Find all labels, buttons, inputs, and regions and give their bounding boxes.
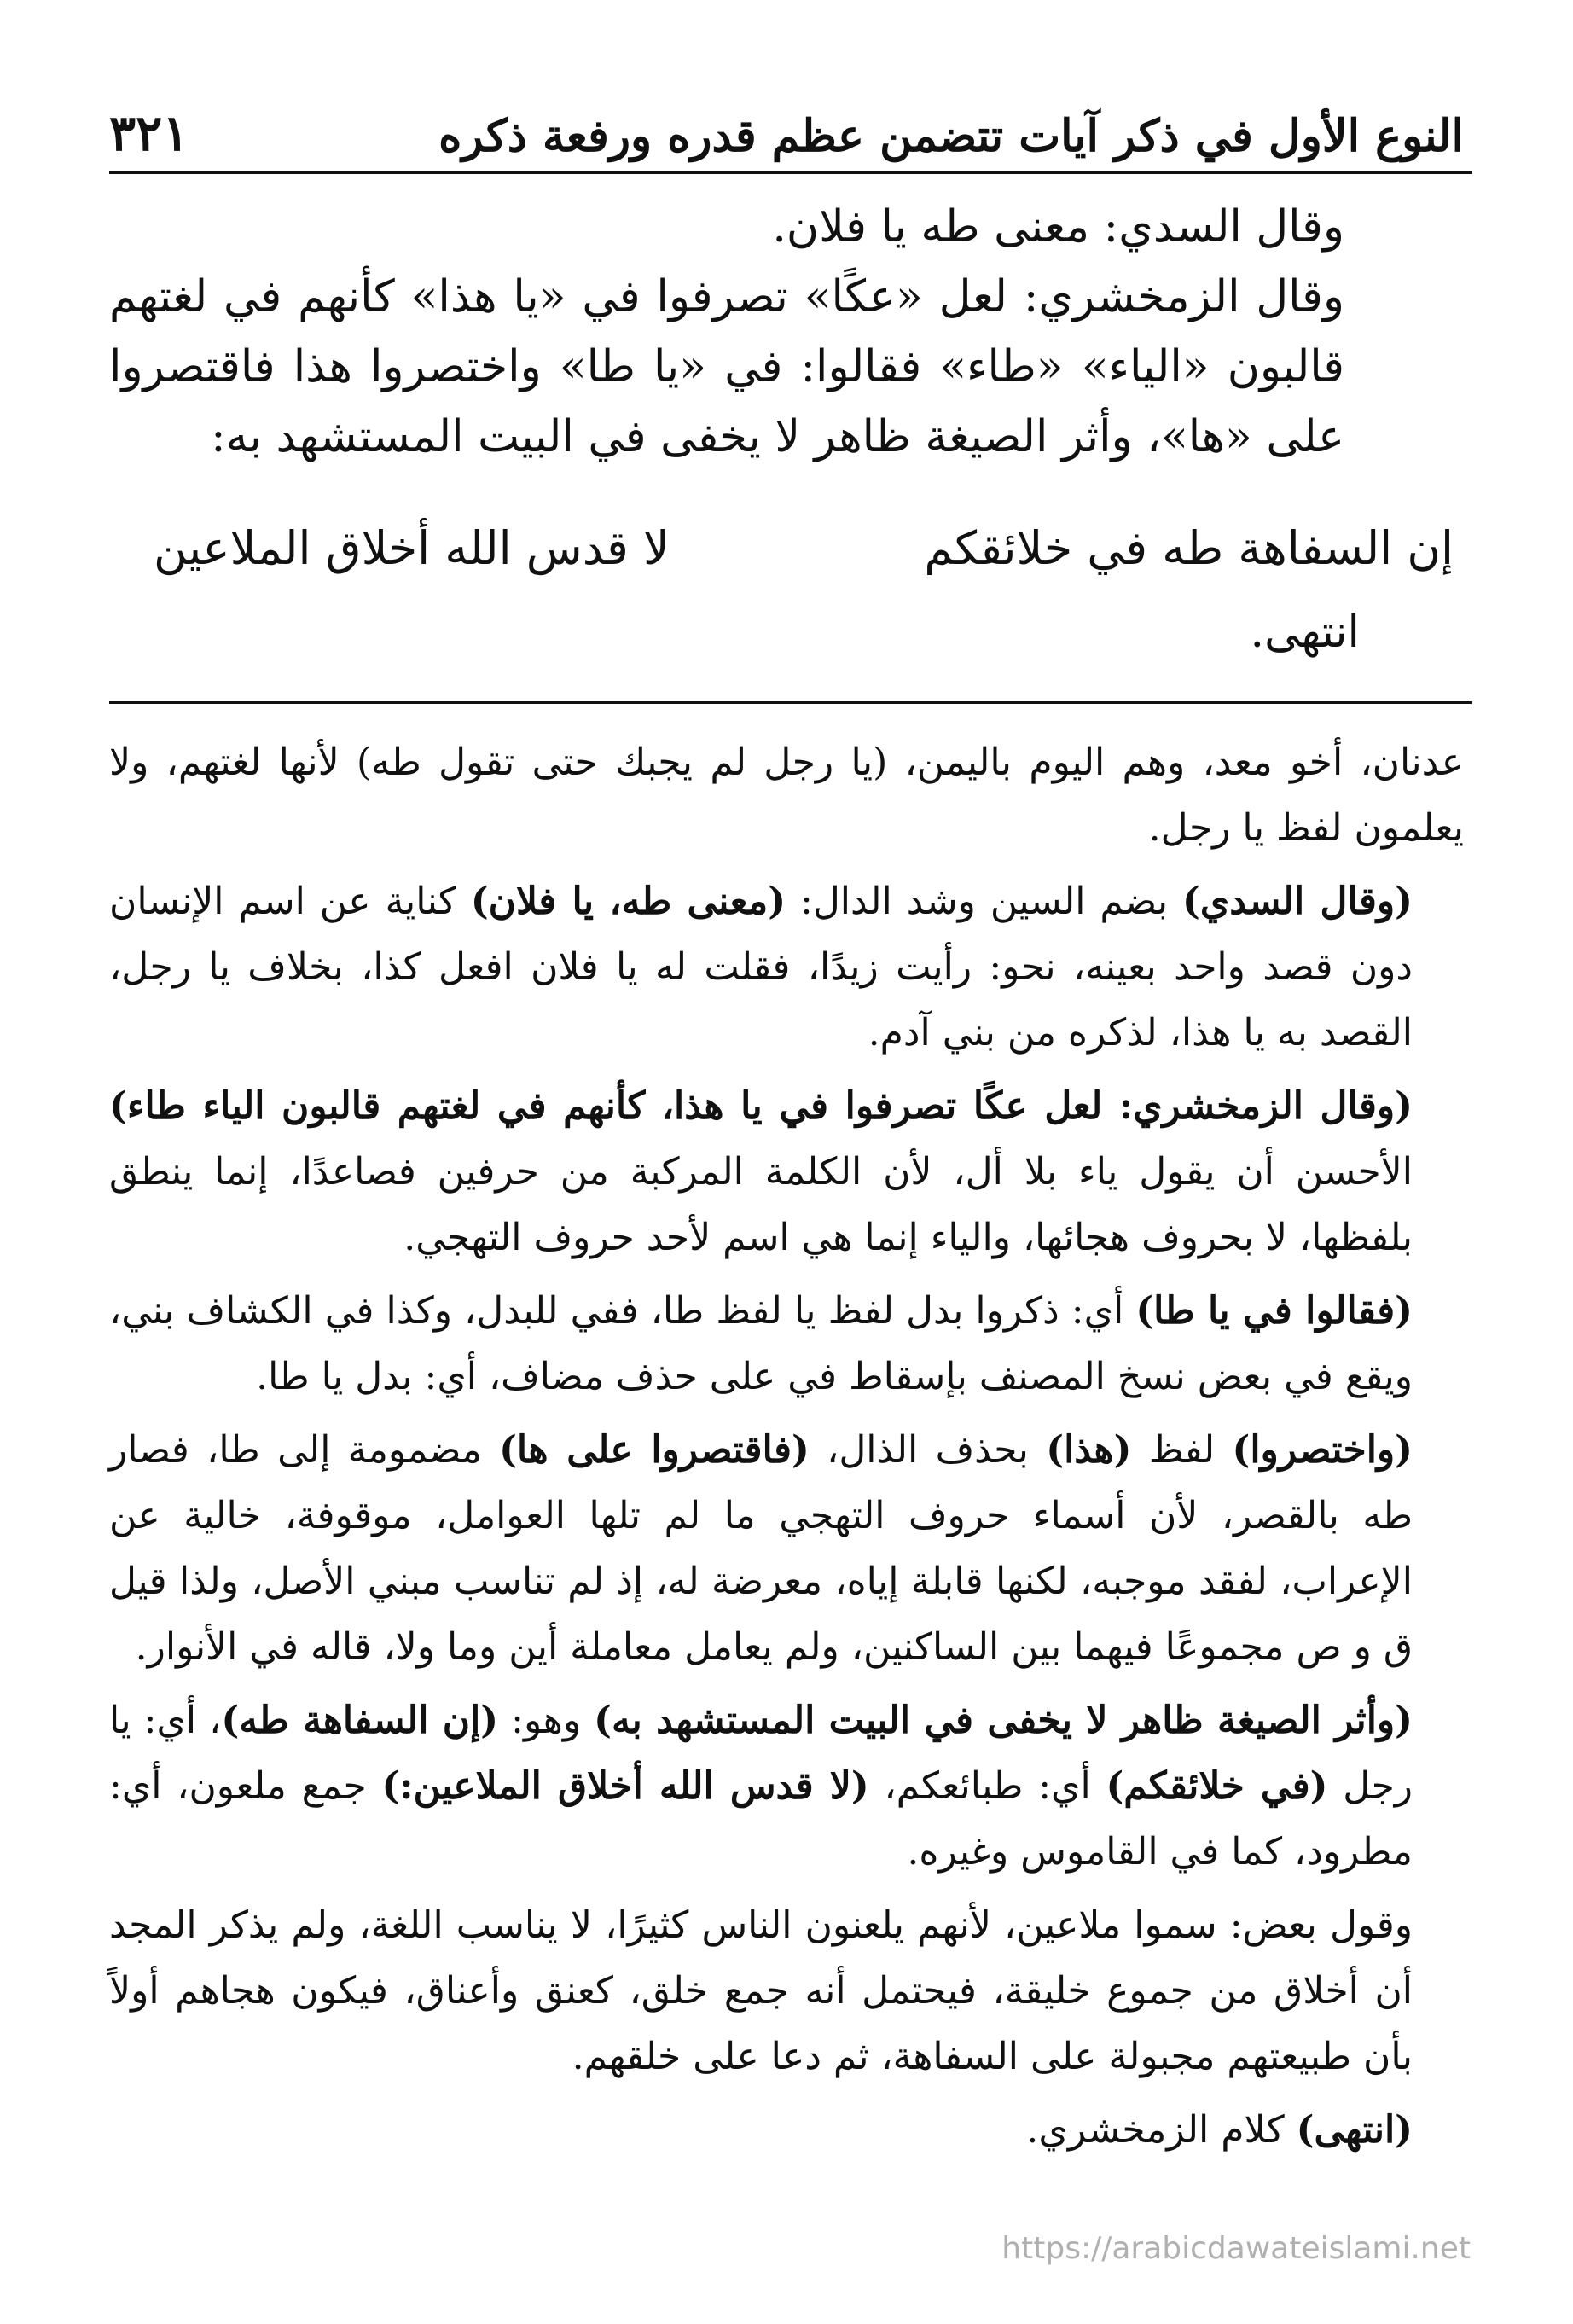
commentary-text: وهو: — [498, 1699, 595, 1742]
commentary-lemma: (هذا) — [1046, 1428, 1132, 1472]
commentary-paragraph-3 — [109, 1073, 1464, 1270]
commentary-text: الأحسن أن يقول ياء بلا أل، لأن الكلمة المركبة من حرفين فصاعدًا، إنما ينطق بلفظها، لا بحروف هجائها، والياء إنما هي اسم لأحد حروف التهجي. — [109, 1150, 1413, 1259]
commentary-paragraph-2 — [109, 869, 1464, 1066]
commentary-paragraph-4 — [109, 1278, 1464, 1409]
header-rule — [109, 171, 1472, 174]
commentary-text: جمع ملعون، أي: مطرود، كما في القاموس وغيره. — [109, 1764, 1413, 1874]
running-head: النوع الأول في ذكر آيات تتضمن عظم قدره ورفعة ذكره — [438, 110, 1464, 162]
commentary-paragraph-7: وقول بعض: سموا ملاعين، لأنهم يلعنون الناس كثيرًا، لا يناسب اللغة، ولم يذكر المجد أن أخلاق من جموع خليقة، فيحتمل أنه جمع خلق، كعنق وأعناق، فيكون هجاهم أولاً بأن طبيعتهم مجبولة على السفاهة، ثم دعا على خلقهم. — [109, 1903, 1413, 2078]
commentary-paragraph-5 — [109, 1417, 1464, 1680]
watermark-url: https://arabicdawateislami.net — [1001, 2231, 1471, 2266]
commentary-paragraph-6 — [109, 1688, 1464, 1885]
commentary-paragraph-1: عدنان، أخو معد، وهم اليوم باليمن، (يا رجل لم يجبك حتى تقول طه) لأنها لغتهم، ولا يعلمون لفظ يا رجل. — [109, 741, 1464, 850]
commentary-lemma: (وقال الزمخشري: لعل عكًا تصرفوا في يا هذا، كأنهم في لغتهم قالبون الياء طاء) — [109, 1084, 1413, 1128]
commentary-paragraph-8 — [109, 2097, 1464, 2163]
main-paragraph-2: وقال الزمخشري: لعل «عكًا» تصرفوا في «يا هذا» كأنهم في لغتهم قالبون «الياء» «طاء» فقالوا: في «يا طا» واختصروا هذا فاقتصروا على «ها»، وأثر الصيغة ظاهر لا يخفى في البيت المستشهد به: — [109, 271, 1344, 462]
commentary-text: لفظ — [1131, 1428, 1233, 1472]
commentary-lemma: (وأثر الصيغة ظاهر لا يخفى في البيت المستشهد به) — [594, 1699, 1413, 1742]
verse-first-hemistich: إن السفاهة طه في خلائقكم — [924, 521, 1454, 575]
commentary-lemma: (فاقتصروا على ها) — [499, 1428, 810, 1472]
main-paragraph-1: وقال السدي: معنى طه يا فلان. — [772, 201, 1344, 253]
commentary-text: كناية عن اسم الإنسان دون قصد واحد بعينه، نحو: رأيت زيدًا، فقلت له يا فلان افعل كذا، بخلاف يا رجل، القصد به يا هذا، لذكره من بني آدم. — [109, 880, 1413, 1055]
commentary-lemma: (لا قدس الله أخلاق الملاعين:) — [381, 1764, 869, 1808]
commentary-lemma: (إن السفاهة طه) — [221, 1699, 499, 1742]
page-number: ٣٢١ — [109, 104, 189, 162]
commentary-text: أي: طبائعكم، — [868, 1764, 1106, 1808]
commentary — [109, 729, 1464, 2170]
commentary-lemma: (انتهى) — [1296, 2108, 1413, 2152]
commentary-text: ، أي: يا رجل — [109, 1699, 1413, 1808]
commentary-lemma: (وقال السدي) — [1182, 880, 1413, 923]
commentary-text: أي: ذكروا بدل لفظ يا لفظ طا، ففي للبدل، وكذا في الكشاف بني، ويقع في بعض نسخ المصنف بإسقاط في على حذف مضاف، أي: بدل يا طا. — [109, 1289, 1413, 1398]
footnote-rule — [109, 701, 1472, 704]
page-header — [109, 85, 1464, 162]
main-text — [109, 192, 1464, 472]
commentary-text: كلام الزمخشري. — [1026, 2108, 1297, 2152]
commentary-text: مضمومة إلى طا، فصار طه بالقصر، لأن أسماء حروف التهجي ما لم تلها العوامل، موقوفة، خالية عن الإعراب، لفقد موجبه، لكنها قابلة إياه، معرضة له، إذ لم تناسب مبني الأصل، ولذا قيل ق و ص مجموعًا فيهما بين الساكنين، ولم يعامل معاملة أين وما ولا، قاله في الأنوار. — [109, 1428, 1413, 1669]
commentary-lemma: (فقالوا في يا طا) — [1135, 1289, 1413, 1333]
commentary-lemma: (في خلائقكم) — [1106, 1764, 1328, 1808]
commentary-lemma: (واختصروا) — [1232, 1428, 1413, 1472]
commentary-text: بحذف الذال، — [809, 1428, 1047, 1472]
commentary-lemma: (معنى طه، يا فلان) — [470, 880, 786, 923]
main-ending: انتهى. — [1250, 607, 1360, 658]
verse-second-hemistich: لا قدس الله أخلاق الملاعين — [154, 521, 670, 575]
commentary-text: بضم السين وشد الدال: — [786, 880, 1183, 923]
poetry-verse — [154, 510, 1454, 587]
